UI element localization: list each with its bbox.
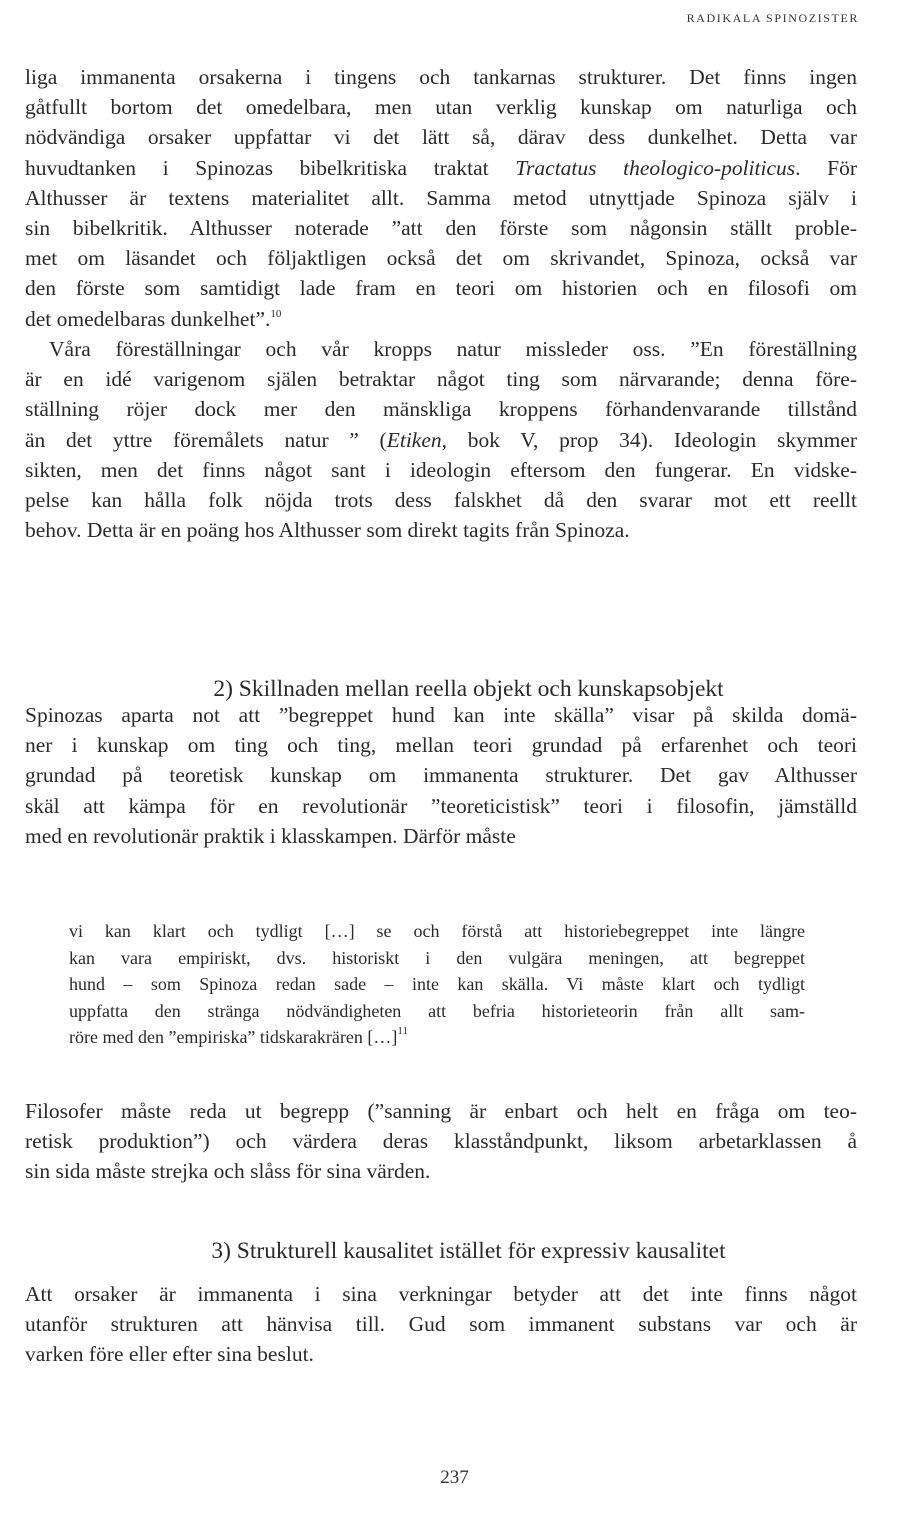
text-fragment: , bok V, prop 34). Ideologin skymmer <box>441 427 857 452</box>
page-number: 237 <box>440 1467 469 1488</box>
paragraph-section-2 <box>25 700 857 851</box>
footnote-ref[interactable]: 11 <box>397 1025 408 1038</box>
text-line: med en revolutionär praktik i klasskampen. Därför måste <box>25 823 516 848</box>
text-line: skäl att kämpa för en revolutionär ”teoreticistisk” teori i filosofin, jämställd <box>25 793 857 818</box>
text-line: ställning röjer dock mer den mänskliga kroppens förhandenvarande tillstånd <box>25 397 857 422</box>
text-line: den förste som samtidigt lade fram en teori om historien och en filosofi om <box>25 276 857 301</box>
quote-line: kan vara empiriskt, dvs. historiskt i den vulgära meningen, att begreppet <box>69 947 805 968</box>
text-line: gåtfullt bortom det omedelbara, men utan verklig kunskap om naturliga och <box>25 95 857 120</box>
text-fragment: det omedelbaras dunkelhet”. <box>25 306 271 331</box>
text-line: grundad på teoretisk kunskap om immanenta strukturer. Det gav Althusser <box>25 763 857 788</box>
running-head: RADIKALA SPINOZISTER <box>686 11 859 25</box>
text-line: är en idé varigenom själen betraktar något ting som närvarande; denna före- <box>25 367 857 392</box>
paragraph-section-3 <box>25 1279 857 1370</box>
quote-line: vi kan klart och tydligt […] se och förstå att historiebegreppet inte längre <box>69 921 805 941</box>
section-heading: 3) Strukturell kausalitet istället för expressiv kausalitet <box>211 1238 726 1264</box>
text-line: nödvändiga orsaker uppfattar vi det lätt så, därav dess dunkelhet. Detta var <box>25 125 857 150</box>
text-line: varken före eller efter sina beslut. <box>25 1342 314 1367</box>
text-line <box>25 304 857 334</box>
paragraph-3 <box>25 1096 857 1187</box>
block-quote <box>69 918 805 1051</box>
text-line: Att orsaker är immanenta i sina verkningar betyder att det inte finns något <box>25 1282 857 1306</box>
text-line <box>25 425 857 455</box>
text-line: Våra föreställningar och vår kropps natur missleder oss. ”En föreställning <box>49 337 857 361</box>
text-line: pelse kan hålla folk nöjda trots dess falskhet då den svarar mot ett reellt <box>25 487 857 512</box>
text-line <box>25 153 857 183</box>
text-line: retisk produktion”) och värdera deras klasståndpunkt, liksom arbetarklassen å <box>25 1129 857 1154</box>
book-title: Tractatus theologico-politicus <box>515 155 796 180</box>
text-line: met om läsandet och följaktligen också det om skrivandet, Spinoza, också var <box>25 246 857 271</box>
text-line: Althusser är textens materialitet allt. Samma metod utnyttjade Spinoza själv i <box>25 185 857 210</box>
book-title: Etiken <box>386 427 442 452</box>
text-fragment: röre med den ”empiriska” tidskarakrären […] <box>69 1027 398 1048</box>
section-heading: 2) Skillnaden mellan reella objekt och kunskapsobjekt <box>213 676 724 702</box>
quote-line: hund – som Spinoza redan sade – inte kan skälla. Vi måste klart och tydligt <box>69 974 805 995</box>
text-line: liga immanenta orsakerna i tingens och tankarnas strukturer. Det finns ingen <box>25 65 857 89</box>
quote-line: uppfatta den stränga nödvändigheten att befria historieteorin från allt sam- <box>69 1000 805 1021</box>
text-line: Filosofer måste reda ut begrepp (”sanning är enbart och helt en fråga om teo- <box>25 1099 857 1123</box>
text-line: sin sida måste strejka och slåss för sina värden. <box>25 1159 431 1184</box>
text-fragment: än det yttre föremålets natur ” ( <box>25 427 387 452</box>
text-line: ner i kunskap om ting och ting, mellan teori grundad på erfarenhet och teori <box>25 733 857 758</box>
text-line: sin bibelkritik. Althusser noterade ”att den förste som någonsin ställt proble- <box>25 215 857 240</box>
text-line: utanför strukturen att hänvisa till. Gud som immanent substans var och är <box>25 1312 857 1337</box>
paragraph-1 <box>25 62 857 334</box>
paragraph-2 <box>25 334 857 545</box>
quote-line <box>69 1024 805 1051</box>
text-fragment: . För <box>795 155 858 180</box>
text-line: sikten, men det finns något sant i ideologin eftersom den fungerar. En vidske- <box>25 457 857 482</box>
text-line: behov. Detta är en poäng hos Althusser som direkt tagits från Spinoza. <box>25 518 630 543</box>
footnote-ref[interactable]: 10 <box>270 307 282 320</box>
text-fragment: huvudtanken i Spinozas bibelkritiska traktat <box>25 155 516 180</box>
text-line: Spinozas aparta not att ”begreppet hund kan inte skälla” visar på skilda domä- <box>25 703 857 727</box>
